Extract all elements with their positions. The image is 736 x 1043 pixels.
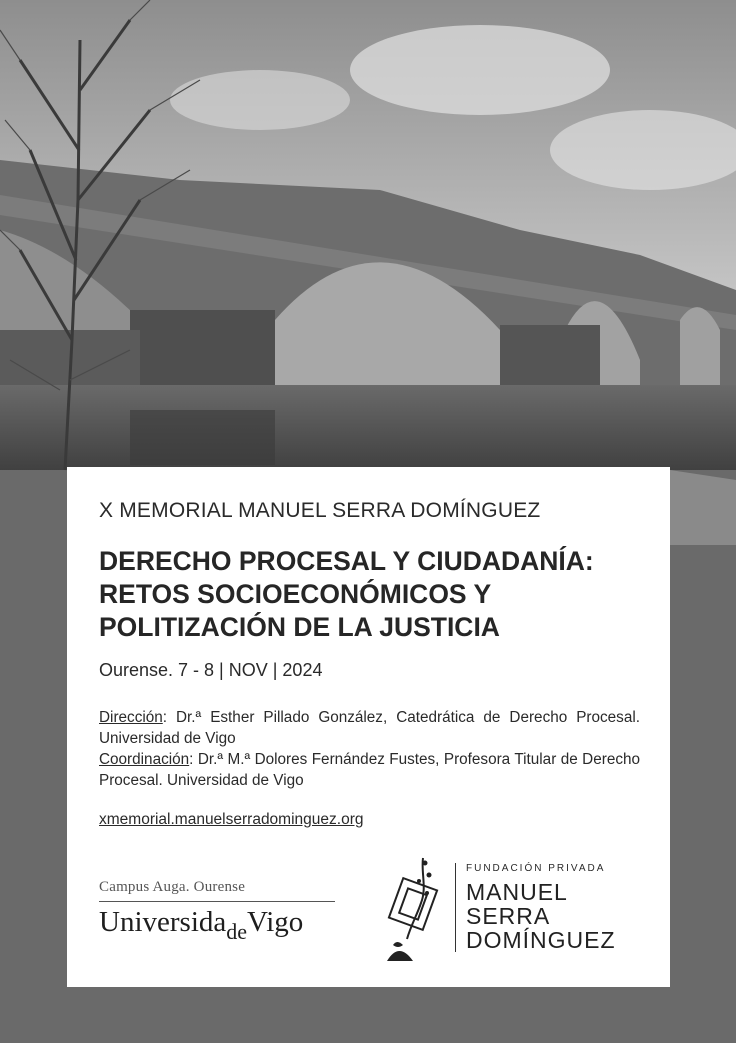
uvigo-name bbox=[99, 906, 339, 944]
coordinacion-paragraph bbox=[99, 749, 640, 791]
title-line-1: DERECHO PROCESAL Y CIUDADANÍA: bbox=[99, 546, 594, 576]
info-card bbox=[67, 467, 670, 987]
direccion-paragraph bbox=[99, 707, 640, 749]
title-line-3: POLITIZACIÓN DE LA JUSTICIA bbox=[99, 612, 500, 642]
fundacion-line-3: DOMÍNGUEZ bbox=[466, 927, 616, 953]
fundacion-logo-text bbox=[455, 863, 626, 952]
logos-row bbox=[99, 853, 640, 968]
direccion-text: : Dr.ª Esther Pillado González, Catedrática de Derecho Procesal. Universidad de Vigo bbox=[99, 709, 640, 747]
event-title bbox=[99, 545, 640, 644]
event-dates: Ourense. 7 - 8 | NOV | 2024 bbox=[99, 660, 323, 680]
uvigo-campus: Campus Auga. Ourense bbox=[99, 879, 246, 895]
uvigo-logo bbox=[99, 879, 339, 944]
fundacion-emblem-icon bbox=[381, 853, 447, 968]
fundacion-line-1: MANUEL bbox=[466, 879, 568, 905]
fundacion-line-2: SERRA bbox=[466, 903, 551, 929]
coordinacion-label: Coordinación bbox=[99, 751, 190, 768]
uvigo-name-b: Vigo bbox=[247, 906, 304, 938]
website-link[interactable]: xmemorial.manuelserradominguez.org bbox=[99, 811, 364, 828]
fundacion-privada-label: FUNDACIÓN PRIVADA bbox=[466, 863, 606, 874]
uvigo-rule bbox=[99, 901, 335, 902]
uvigo-name-de: de bbox=[226, 919, 248, 944]
title-line-2: RETOS SOCIOECONÓMICOS Y bbox=[99, 579, 492, 609]
direccion-label: Dirección bbox=[99, 709, 163, 726]
memorial-heading: X MEMORIAL MANUEL SERRA DOMÍNGUEZ bbox=[99, 499, 541, 522]
coordinacion-text: : Dr.ª M.ª Dolores Fernández Fustes, Profesora Titular de Derecho Procesal. Universidad de Vigo bbox=[99, 751, 640, 789]
uvigo-name-a: Universida bbox=[99, 906, 227, 938]
